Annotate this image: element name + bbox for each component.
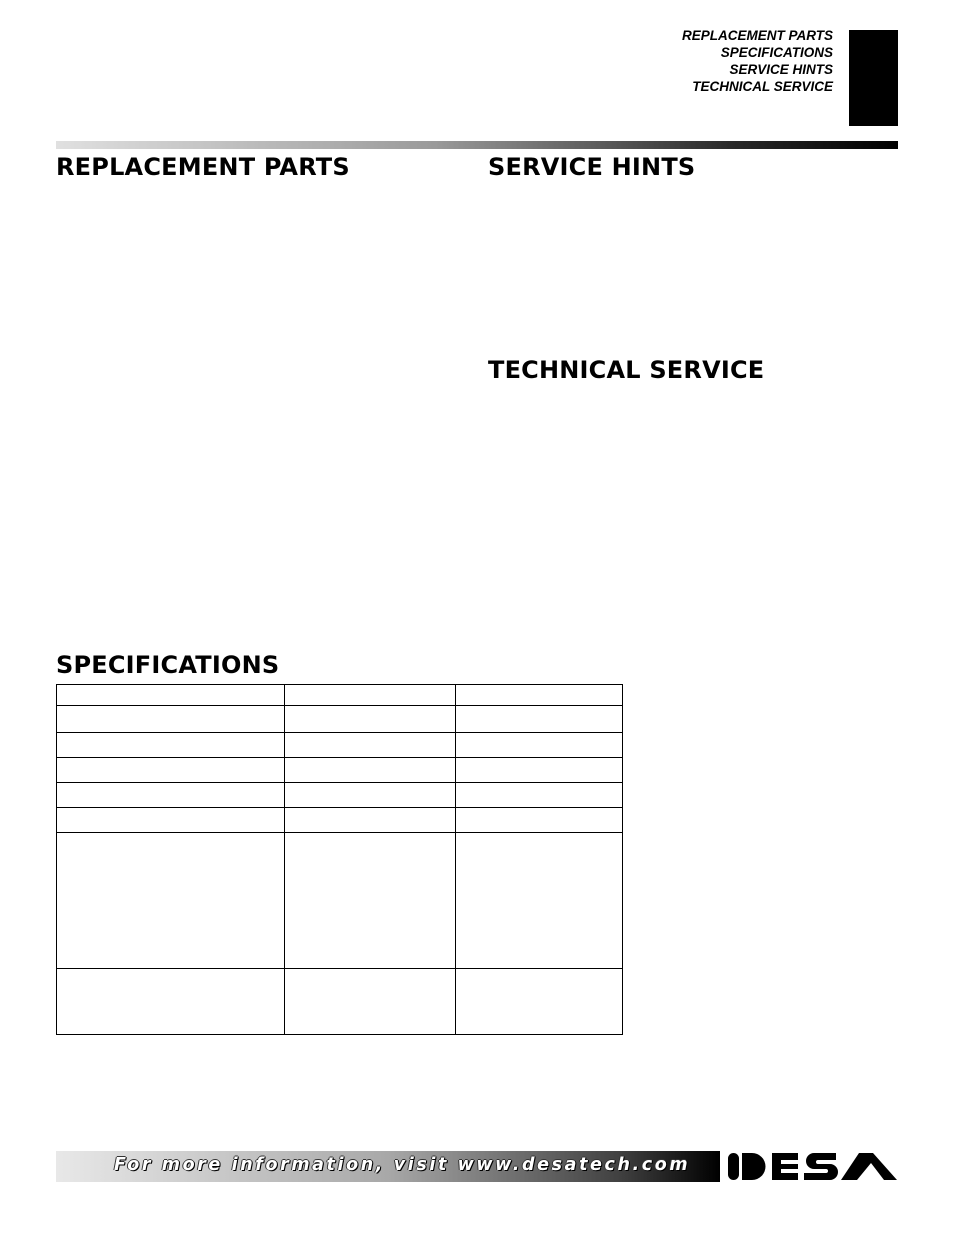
toc-item-replacement-parts: REPLACEMENT PARTS	[681, 28, 833, 43]
table-cell	[456, 733, 623, 758]
specifications-table	[56, 684, 623, 1035]
table-cell	[57, 706, 285, 733]
table-cell	[456, 685, 623, 706]
table-cell	[57, 833, 285, 969]
table-cell	[57, 733, 285, 758]
table-cell	[456, 758, 623, 783]
table-cell	[285, 783, 456, 808]
service-hints-heading: SERVICE HINTS	[488, 153, 696, 181]
table-row	[57, 685, 623, 706]
table-cell	[285, 733, 456, 758]
toc-item-specifications: SPECIFICATIONS	[720, 45, 833, 60]
section-index	[682, 27, 833, 95]
table-cell	[456, 833, 623, 969]
table-cell	[285, 685, 456, 706]
specifications-heading: SPECIFICATIONS	[56, 651, 280, 679]
table-row	[57, 733, 623, 758]
page-tab	[849, 30, 898, 126]
table-row	[57, 969, 623, 1035]
toc-item-service-hints: SERVICE HINTS	[729, 62, 833, 77]
table-row	[57, 783, 623, 808]
replacement-parts-heading: REPLACEMENT PARTS	[56, 153, 350, 181]
desa-logo	[726, 1151, 898, 1182]
table-cell	[456, 706, 623, 733]
table-cell	[57, 969, 285, 1035]
technical-service-heading: TECHNICAL SERVICE	[488, 356, 765, 384]
table-row	[57, 706, 623, 733]
toc-item-technical-service: TECHNICAL SERVICE	[692, 79, 833, 94]
table-cell	[285, 969, 456, 1035]
table-cell	[456, 808, 623, 833]
table-row	[57, 833, 623, 969]
table-cell	[57, 783, 285, 808]
footer-website-text: For more information, visit www.desatech.com	[114, 1155, 691, 1175]
table-cell	[285, 833, 456, 969]
table-cell	[456, 783, 623, 808]
table-row	[57, 808, 623, 833]
header-rule	[56, 141, 898, 149]
table-cell	[57, 685, 285, 706]
table-cell	[285, 758, 456, 783]
table-cell	[57, 808, 285, 833]
table-row	[57, 758, 623, 783]
table-cell	[285, 808, 456, 833]
table-cell	[285, 706, 456, 733]
table-cell	[456, 969, 623, 1035]
table-cell	[57, 758, 285, 783]
